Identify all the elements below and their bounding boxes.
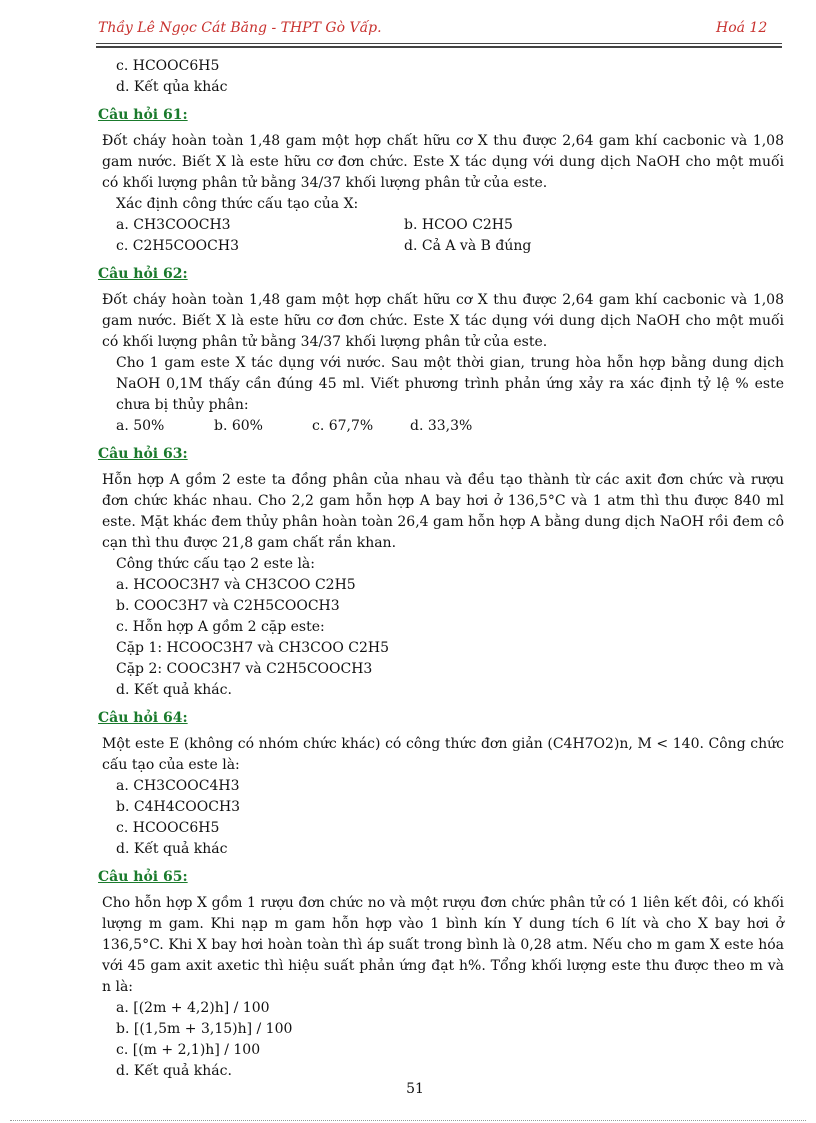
header-subject: Hoá 12 bbox=[716, 20, 768, 36]
question-63-text: Hỗn hợp A gồm 2 este ta đồng phân của nhau và đều tạo thành từ các axit đơn chức và rượu đơn chức khác nhau. Cho 2,2 gam hỗn hợp A bay hơi ở 136,5°C và 1 atm thì thu được 840 ml este. Mặt khác đem thủy phân hoàn toàn 26,4 gam hỗn hợp A bằng dung dịch NaOH rồi đem cô cạn thì thu được 21,8 gam chất rắn khan. bbox=[102, 472, 784, 551]
question-61-text: Đốt cháy hoàn toàn 1,48 gam một hợp chất hữu cơ X thu được 2,64 gam khí cacbonic và 1,08 gam nước. Biết X là este hữu cơ đơn chức. Este X tác dụng với dung dịch NaOH cho một muối có khối lượng phân tử bằng 34/37 khối lượng phân tử của este. bbox=[102, 133, 784, 191]
q64-option-b: b. C4H4COOCH3 bbox=[116, 799, 241, 815]
prev-option-c: c. HCOOC6H5 bbox=[116, 58, 220, 74]
q64-option-c: c. HCOOC6H5 bbox=[116, 820, 220, 836]
question-62-text-2: Cho 1 gam este X tác dụng với nước. Sau một thời gian, trung hòa hỗn hợp bằng dung dịch NaOH 0,1M thấy cần đúng 45 ml. Viết phương trình phản ứng xảy ra xác định tỷ lệ % este chưa bị thủy phân: bbox=[116, 355, 784, 413]
page-content bbox=[98, 56, 784, 1082]
header-author: Thầy Lê Ngọc Cát Băng - THPT Gò Vấp. bbox=[98, 20, 382, 36]
q63-option-c-pair1: Cặp 1: HCOOC3H7 và CH3COO C2H5 bbox=[116, 640, 389, 656]
q64-option-a: a. CH3COOC4H3 bbox=[116, 778, 240, 794]
q63-option-d: d. Kết quả khác. bbox=[116, 682, 232, 698]
q61-option-d: d. Cả A và B đúng bbox=[404, 238, 532, 254]
prev-option-d: d. Kết qủa khác bbox=[116, 79, 228, 95]
q63-option-c: c. Hỗn hợp A gồm 2 cặp este: bbox=[116, 619, 325, 635]
question-62-options bbox=[98, 416, 784, 437]
question-65-text: Cho hỗn hợp X gồm 1 rượu đơn chức no và một rượu đơn chức phân tử có 1 liên kết đôi, có khối lượng m gam. Khi nạp m gam hỗn hợp vào 1 bình kín Y dung tích 6 lít và cho X bay hơi ở 136,5°C. Khi X bay hơi hoàn toàn thì áp suất trong bình là 0,28 atm. Nếu cho m gam X este hóa với 45 gam axit axetic thì hiệu suất phản ứng đạt h%. Tổng khối lượng este thu được theo m và n là: bbox=[102, 895, 784, 995]
question-63-title: Câu hỏi 63: bbox=[98, 446, 188, 462]
question-61-options-cd bbox=[98, 236, 784, 257]
question-64-text: Một este E (không có nhóm chức khác) có công thức đơn giản (C4H7O2)n, M < 140. Công chức cấu tạo của este là: bbox=[102, 736, 784, 773]
q62-option-d: d. 33,3% bbox=[410, 418, 473, 434]
q63-option-a: a. HCOOC3H7 và CH3COO C2H5 bbox=[116, 577, 356, 593]
q65-option-d: d. Kết quả khác. bbox=[116, 1063, 232, 1079]
question-61-title: Câu hỏi 61: bbox=[98, 107, 188, 123]
q61-option-c: c. C2H5COOCH3 bbox=[116, 238, 239, 254]
header-rule bbox=[96, 43, 782, 44]
q63-option-c-pair2: Cặp 2: COOC3H7 và C2H5COOCH3 bbox=[116, 661, 373, 677]
q64-option-d: d. Kết quả khác bbox=[116, 841, 228, 857]
q63-option-b: b. COOC3H7 và C2H5COOCH3 bbox=[116, 598, 340, 614]
q65-option-b: b. [(1,5m + 3,15)h] / 100 bbox=[116, 1021, 293, 1037]
q62-option-a: a. 50% bbox=[116, 418, 165, 434]
question-62-text: Đốt cháy hoàn toàn 1,48 gam một hợp chất hữu cơ X thu được 2,64 gam khí cacbonic và 1,08 gam nước. Biết X là este hữu cơ đơn chức. Este X tác dụng với dung dịch NaOH cho một muối có khối lượng phân tử bằng 34/37 khối lượng phân tử của este. bbox=[102, 292, 784, 350]
q62-option-b: b. 60% bbox=[214, 418, 263, 434]
header-rule-thick bbox=[96, 46, 782, 48]
q61-option-a: a. CH3COOCH3 bbox=[116, 217, 231, 233]
question-62-title: Câu hỏi 62: bbox=[98, 266, 188, 282]
q65-option-c: c. [(m + 2,1)h] / 100 bbox=[116, 1042, 261, 1058]
question-61-prompt: Xác định công thức cấu tạo của X: bbox=[116, 196, 359, 212]
q62-option-c: c. 67,7% bbox=[312, 418, 374, 434]
question-61-options-ab bbox=[98, 215, 784, 236]
footer-divider bbox=[10, 1120, 806, 1121]
page-number: 51 bbox=[406, 1081, 424, 1097]
question-64-title: Câu hỏi 64: bbox=[98, 710, 188, 726]
question-63-prompt: Công thức cấu tạo 2 este là: bbox=[116, 556, 315, 572]
question-65-title: Câu hỏi 65: bbox=[98, 869, 188, 885]
q61-option-b: b. HCOO C2H5 bbox=[404, 217, 513, 233]
q65-option-a: a. [(2m + 4,2)h] / 100 bbox=[116, 1000, 270, 1016]
